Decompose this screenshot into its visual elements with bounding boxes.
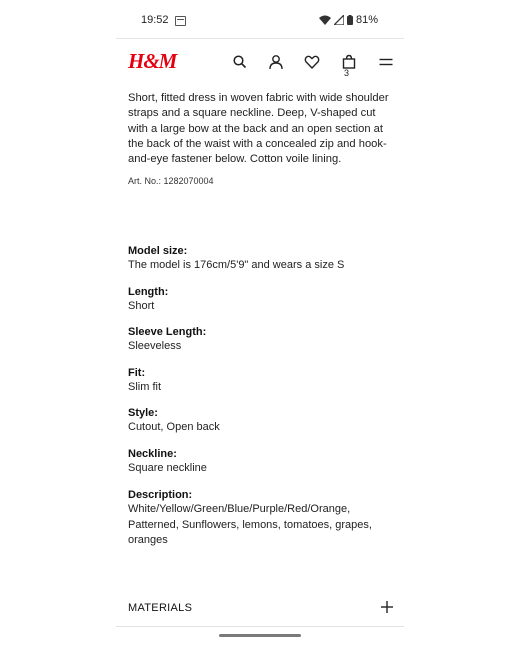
status-indicators bbox=[319, 14, 378, 26]
attribute-description bbox=[128, 488, 394, 549]
attribute-value: The model is 176cm/5'9" and wears a size S bbox=[128, 259, 345, 271]
attribute-label: Model size: bbox=[128, 245, 188, 257]
attribute-value: Sleeveless bbox=[128, 340, 182, 352]
product-description: Short, fitted dress in woven fabric with wide shoulder straps and a square neckline. Deep, V-shaped cut with a large bow at the back and an open section at the back of the waist with a concealed zip and hook-and-eye fastener below. Cotton voile lining. bbox=[128, 92, 389, 166]
attribute-label: Description: bbox=[128, 489, 193, 501]
status-bar bbox=[116, 0, 404, 40]
attribute-length bbox=[128, 285, 394, 315]
attribute-neckline bbox=[128, 447, 394, 477]
battery-icon bbox=[347, 15, 353, 25]
attribute-value: Cutout, Open back bbox=[128, 421, 220, 433]
attribute-label: Fit: bbox=[128, 367, 146, 379]
section-divider bbox=[116, 626, 404, 627]
materials-label: MATERIALS bbox=[128, 602, 193, 614]
status-time: 19:52 bbox=[141, 14, 169, 26]
plus-icon[interactable] bbox=[380, 600, 394, 614]
search-icon[interactable] bbox=[232, 54, 248, 70]
hm-logo[interactable]: H&M bbox=[128, 49, 177, 73]
bag-count-badge: 3 bbox=[344, 68, 350, 78]
menu-icon[interactable] bbox=[378, 54, 394, 70]
attribute-value: Short bbox=[128, 300, 155, 312]
home-indicator[interactable] bbox=[219, 634, 301, 637]
attribute-value: Square neckline bbox=[128, 462, 207, 474]
attribute-label: Length: bbox=[128, 286, 169, 298]
phone-screen bbox=[116, 0, 404, 650]
attribute-model-size bbox=[128, 244, 394, 274]
attribute-fit bbox=[128, 366, 394, 396]
heart-icon[interactable] bbox=[304, 54, 320, 70]
calendar-icon bbox=[175, 16, 186, 26]
attribute-value: White/Yellow/Green/Blue/Purple/Red/Orange, Patterned, Sunflowers, lemons, tomatoes, grapes, oranges bbox=[128, 503, 372, 546]
account-icon[interactable] bbox=[268, 54, 284, 70]
attribute-sleeve-length bbox=[128, 325, 394, 355]
attribute-label: Neckline: bbox=[128, 448, 177, 460]
attribute-label: Style: bbox=[128, 407, 158, 419]
attribute-label: Sleeve Length: bbox=[128, 326, 207, 338]
wifi-icon bbox=[319, 15, 331, 25]
app-header bbox=[116, 39, 404, 83]
battery-percent: 81% bbox=[355, 14, 378, 26]
attribute-style bbox=[128, 406, 394, 436]
article-number: Art. No.: 1282070004 bbox=[128, 176, 214, 187]
materials-accordion[interactable] bbox=[128, 599, 394, 619]
product-details bbox=[128, 91, 394, 186]
signal-icon bbox=[334, 15, 344, 25]
attribute-value: Slim fit bbox=[128, 381, 161, 393]
